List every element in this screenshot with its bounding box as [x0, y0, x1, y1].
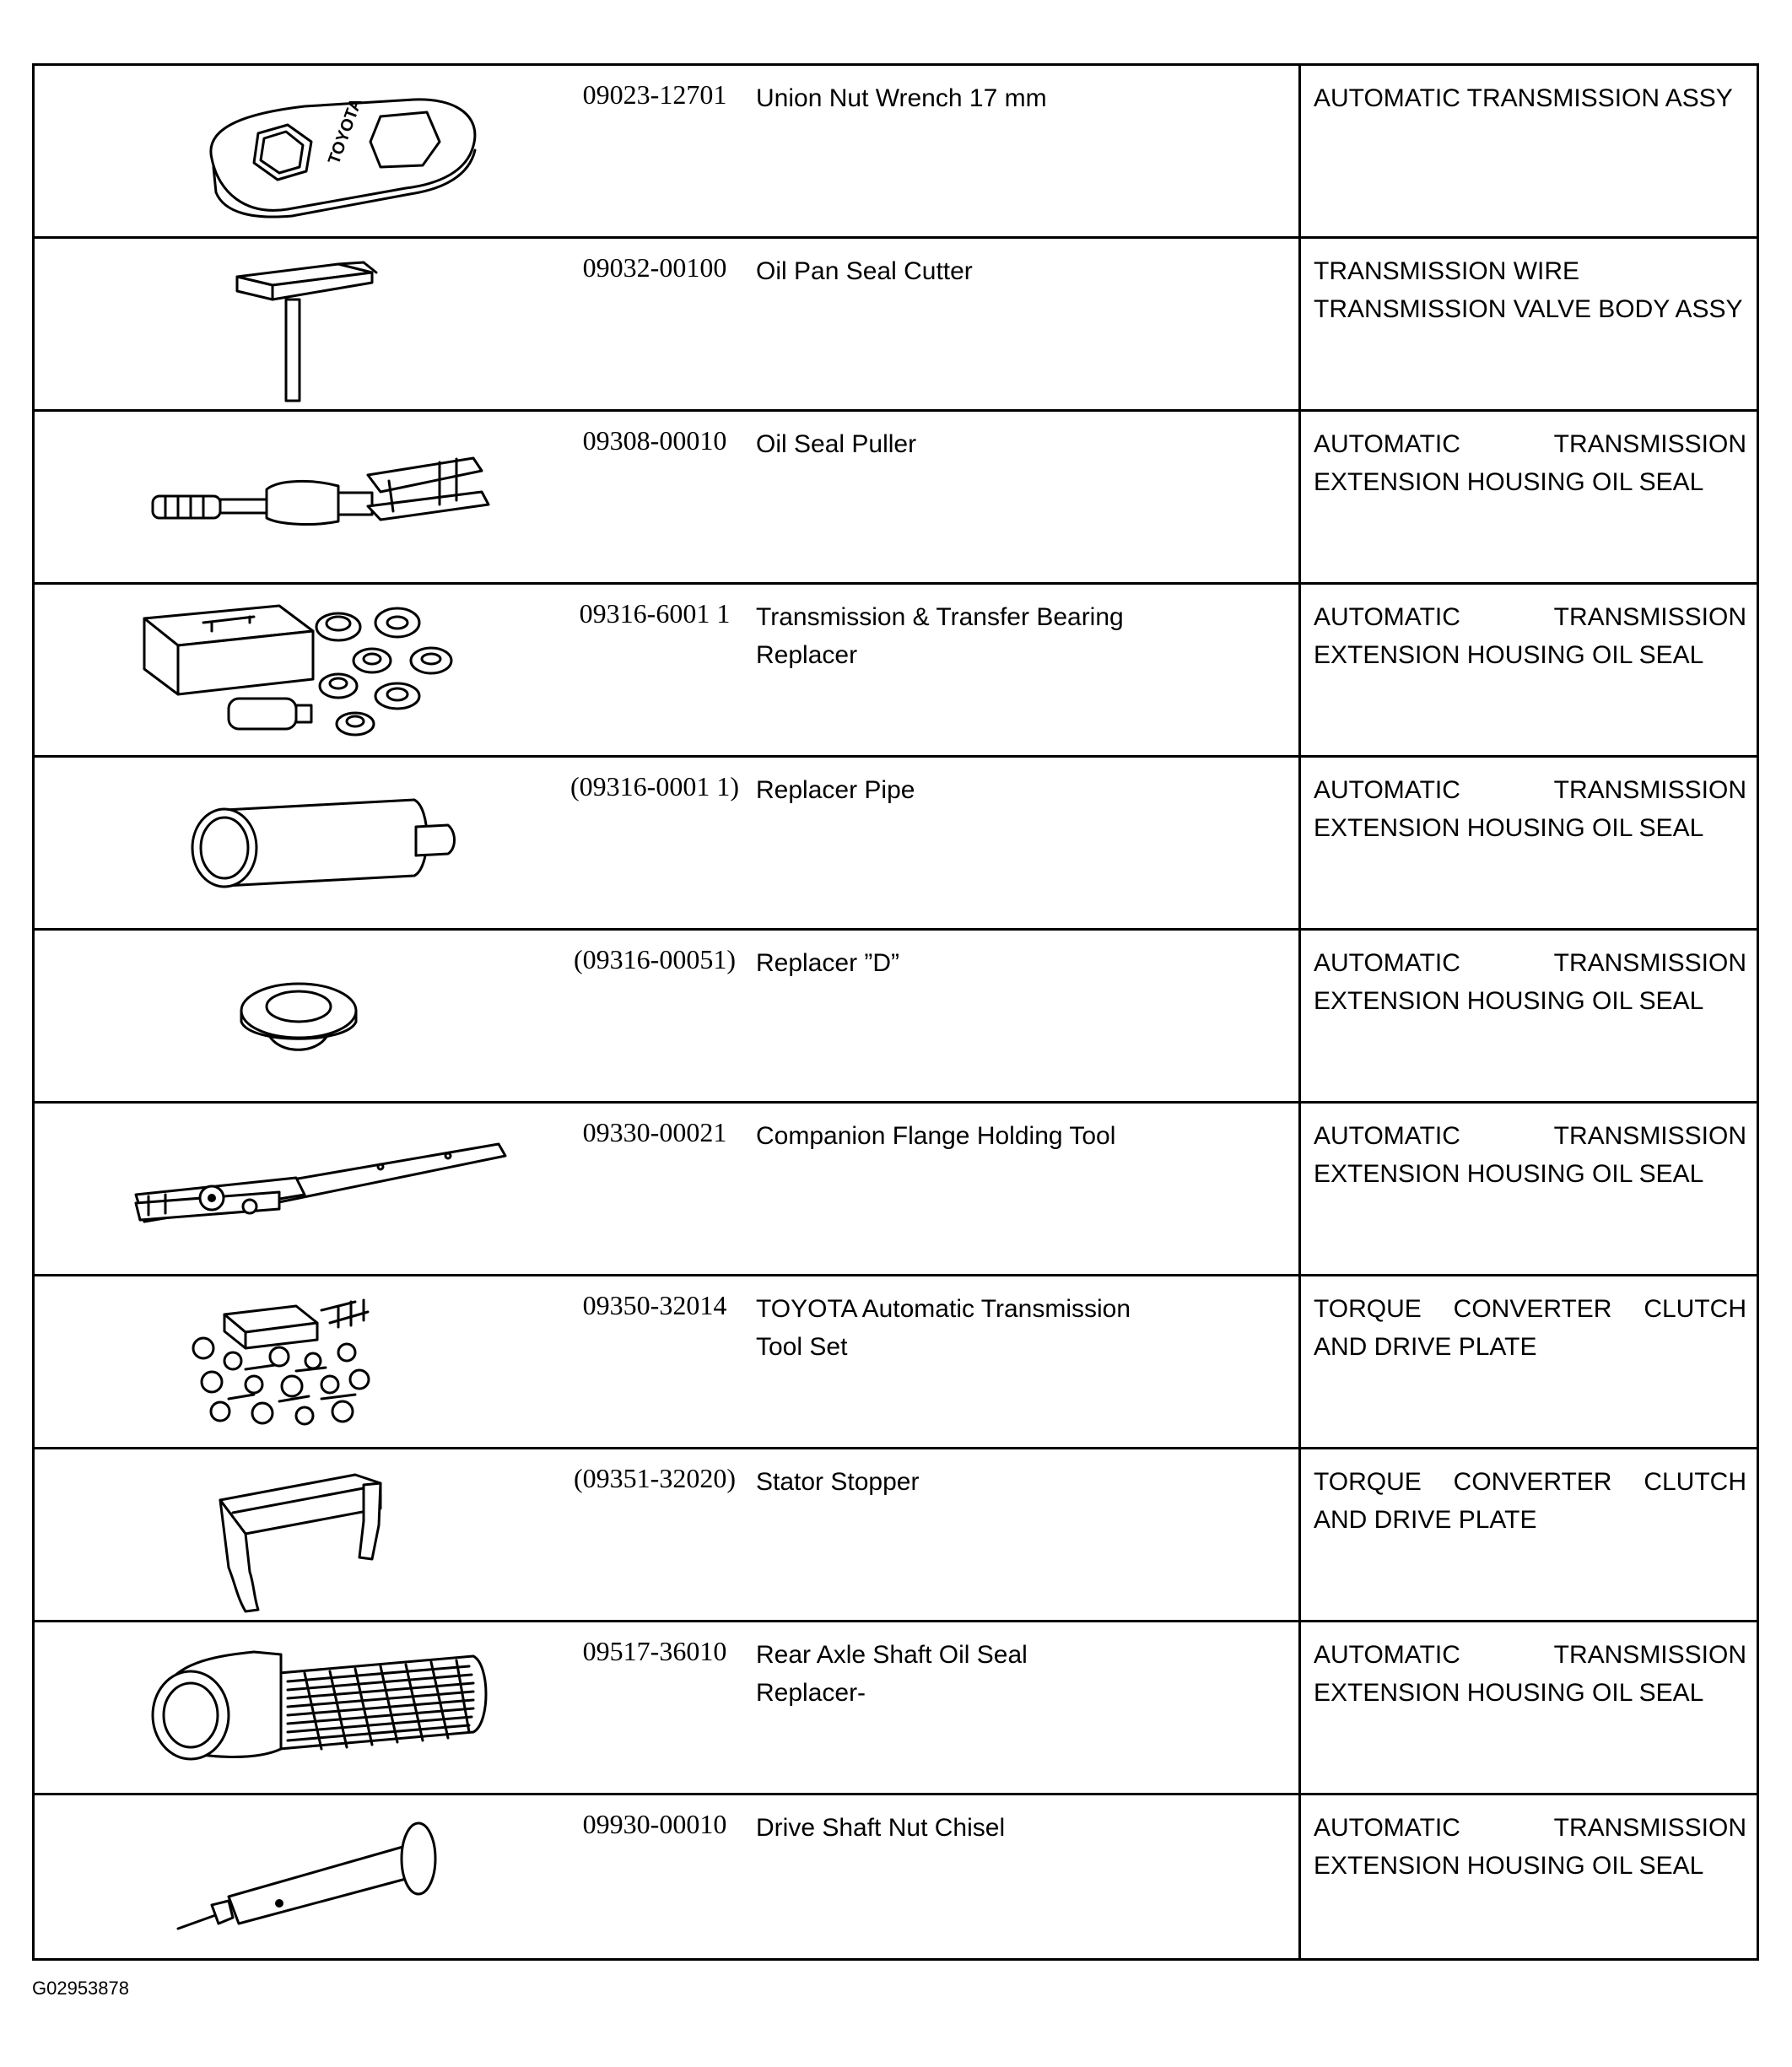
- table-row: [35, 1622, 1757, 1795]
- table-row: [35, 931, 1757, 1104]
- part-number: (09316-00051): [574, 944, 736, 974]
- application: AUTOMATIC TRANSMISSION EXTENSION HOUSING OIL SEAL: [1314, 603, 1746, 669]
- part-number: 09330-00021: [582, 1117, 727, 1147]
- application: AUTOMATIC TRANSMISSION ASSY: [1314, 84, 1733, 112]
- tool-description: Oil Seal Puller: [756, 430, 917, 458]
- tool-description: Replacer ”D”: [756, 949, 900, 977]
- table-row: [35, 66, 1757, 239]
- oil-pan-seal-cutter-icon: [85, 239, 524, 407]
- application: TORQUE CONVERTER CLUTCH AND DRIVE PLATE: [1314, 1468, 1746, 1534]
- part-number: 09350-32014: [582, 1290, 727, 1320]
- flange-holding-tool-icon: [85, 1104, 524, 1272]
- part-number: 09308-00010: [582, 425, 727, 456]
- application: AUTOMATIC TRANSMISSION EXTENSION HOUSING OIL SEAL: [1314, 1814, 1746, 1880]
- tool-description: Replacer Pipe: [756, 776, 915, 804]
- tool-description: Rear Axle Shaft Oil Seal Replacer-: [756, 1641, 1028, 1707]
- oil-seal-puller-icon: [85, 412, 524, 580]
- table-row: [35, 239, 1757, 412]
- tool-description: Stator Stopper: [756, 1468, 920, 1496]
- figure-id: G02953878: [32, 1978, 129, 1999]
- application: TRANSMISSION WIRE TRANSMISSION VALVE BODY ASSY: [1314, 257, 1743, 323]
- drive-shaft-nut-chisel-icon: [85, 1795, 524, 1964]
- part-number: 09517-36010: [582, 1636, 727, 1666]
- replacer-pipe-icon: [85, 758, 524, 926]
- table-row: [35, 1276, 1757, 1449]
- tool-description: Oil Pan Seal Cutter: [756, 257, 973, 285]
- table-row: [35, 1104, 1757, 1276]
- tool-description: TOYOTA Automatic Transmission Tool Set: [756, 1295, 1131, 1361]
- wrench-marking: TOYOTA: [325, 95, 366, 167]
- part-number: 09032-00100: [582, 252, 727, 283]
- tool-description: Union Nut Wrench 17 mm: [756, 84, 1047, 112]
- application: AUTOMATIC TRANSMISSION EXTENSION HOUSING OIL SEAL: [1314, 1122, 1746, 1188]
- special-tools-table: [32, 63, 1759, 1961]
- table-row: [35, 585, 1757, 758]
- table-row: [35, 412, 1757, 585]
- application: AUTOMATIC TRANSMISSION EXTENSION HOUSING OIL SEAL: [1314, 1641, 1746, 1707]
- application: AUTOMATIC TRANSMISSION EXTENSION HOUSING OIL SEAL: [1314, 776, 1746, 842]
- stator-stopper-icon: [85, 1449, 524, 1618]
- table-row: [35, 1795, 1757, 1968]
- column-divider: [1298, 66, 1301, 1958]
- application: AUTOMATIC TRANSMISSION EXTENSION HOUSING OIL SEAL: [1314, 949, 1746, 1015]
- union-nut-wrench-icon: [85, 66, 524, 235]
- bearing-replacer-set-icon: [85, 585, 524, 753]
- tool-description: Companion Flange Holding Tool: [756, 1122, 1116, 1150]
- table-row: [35, 1449, 1757, 1622]
- part-number: (09316-0001 1): [570, 771, 739, 801]
- replacer-d-icon: [85, 931, 524, 1099]
- part-number: 09930-00010: [582, 1809, 727, 1839]
- part-number: 09316-6001 1: [579, 598, 731, 629]
- oil-seal-replacer-icon: [85, 1622, 524, 1791]
- table-row: [35, 758, 1757, 931]
- application: AUTOMATIC TRANSMISSION EXTENSION HOUSING OIL SEAL: [1314, 430, 1746, 496]
- part-number: 09023-12701: [582, 79, 727, 110]
- part-number: (09351-32020): [574, 1463, 736, 1493]
- application: TORQUE CONVERTER CLUTCH AND DRIVE PLATE: [1314, 1295, 1746, 1361]
- tool-description: Drive Shaft Nut Chisel: [756, 1814, 1006, 1842]
- tool-set-icon: [85, 1276, 524, 1445]
- tool-description: Transmission & Transfer Bearing Replacer: [756, 603, 1124, 669]
